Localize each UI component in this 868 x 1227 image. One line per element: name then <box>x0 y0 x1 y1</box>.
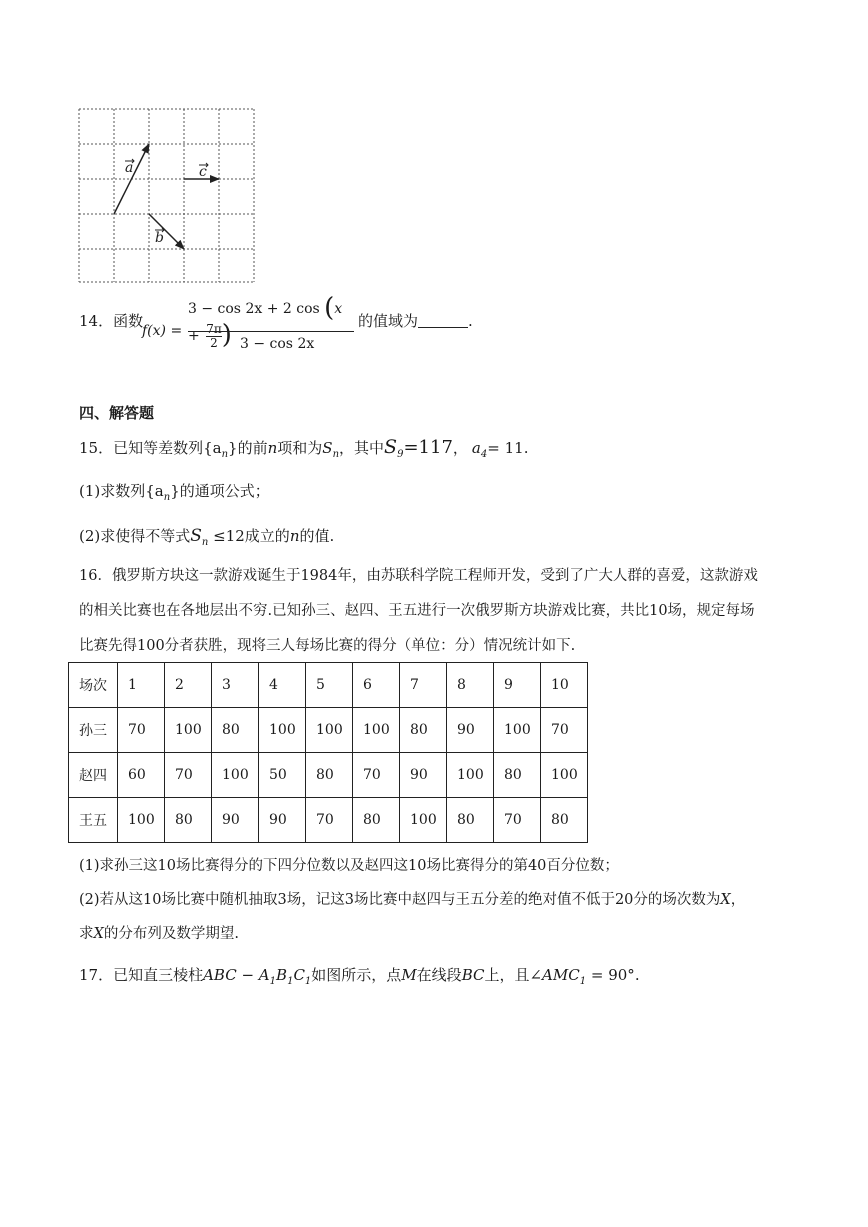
table-cell: 80 <box>494 753 541 798</box>
table-cell: 6 <box>353 663 400 708</box>
q14-function-lhs: f(x) = <box>142 323 183 339</box>
table-cell: 100 <box>353 708 400 753</box>
table-cell: 50 <box>259 753 306 798</box>
q14-inner: x + <box>188 301 343 344</box>
table-cell: 80 <box>541 798 588 843</box>
q16-part2-cont: 求X的分布列及数学期望. <box>79 926 239 942</box>
table-cell: 70 <box>494 798 541 843</box>
q15-stem: 15．已知等差数列$\{a_n\}$的前n项和为$S_n$，其中$S_9=117$， $a_4= 11$. <box>79 436 529 460</box>
q14-period: . <box>468 312 473 330</box>
table-cell: 100 <box>447 753 494 798</box>
q14-numerator-left: 3 − cos 2x + 2 cos <box>188 301 320 317</box>
table-cell: 80 <box>165 798 212 843</box>
q16-line2: 的相关比赛也在各地层出不穷.已知孙三、赵四、王五进行一次俄罗斯方块游戏比赛，共比10场，规定每场 <box>79 603 755 619</box>
q16-part2: (2)若从这10场比赛中随机抽取3场，记这3场比赛中赵四与王五分差的绝对值不低于20分的场次数为X， <box>79 892 746 908</box>
table-row-header: 场次 <box>69 663 118 708</box>
table-cell: 100 <box>400 798 447 843</box>
table-cell: 90 <box>259 798 306 843</box>
table-cell: 100 <box>306 708 353 753</box>
q14-denominator: 3 − cos 2x <box>240 336 315 352</box>
table-cell: 100 <box>259 708 306 753</box>
table-cell: 80 <box>400 708 447 753</box>
table-cell: 90 <box>400 753 447 798</box>
vector-grid-figure <box>78 108 260 284</box>
vector-a-label: a <box>125 160 134 176</box>
table-cell: 80 <box>447 798 494 843</box>
q14-inner-frac-num: 7π <box>206 321 222 336</box>
table-cell: 80 <box>306 753 353 798</box>
table-header-row <box>69 663 588 708</box>
q15-part1: (1)求数列$\{a_n\}$的通项公式； <box>79 482 270 503</box>
table-row-header: 赵四 <box>69 753 118 798</box>
q16-line1: 16．俄罗斯方块这一款游戏诞生于1984年，由苏联科学院工程师开发，受到了广大人群的喜爱，这款游戏 <box>79 568 758 584</box>
vector-b-label: b <box>155 230 164 246</box>
table-cell: 4 <box>259 663 306 708</box>
table-cell: 3 <box>212 663 259 708</box>
table-cell: 10 <box>541 663 588 708</box>
table-cell: 100 <box>494 708 541 753</box>
q14-tail <box>358 311 473 331</box>
table-cell: 80 <box>212 708 259 753</box>
table-cell: 70 <box>541 708 588 753</box>
q14-inner-frac-den: 2 <box>210 335 218 350</box>
table-cell: 8 <box>447 663 494 708</box>
table-cell: 100 <box>118 798 165 843</box>
table-cell: 100 <box>541 753 588 798</box>
q14-fraction-bar <box>188 331 354 332</box>
table-cell: 7 <box>400 663 447 708</box>
table-row <box>69 708 588 753</box>
table-cell: 5 <box>306 663 353 708</box>
table-cell: 100 <box>165 708 212 753</box>
q14-answer-blank <box>418 313 468 328</box>
table-cell: 70 <box>165 753 212 798</box>
table-row <box>69 753 588 798</box>
section-4-heading: 四、解答题 <box>79 404 155 422</box>
table-cell: 2 <box>165 663 212 708</box>
q17-stem: 17．已知直三棱柱ABC − $A_1B_1C_1$如图所示，点M在线段BC上，且$\angle AMC_1 = 90^\circ$. <box>79 966 640 987</box>
table-row-header: 孙三 <box>69 708 118 753</box>
q16-line3: 比赛先得100分者获胜，现将三人每场比赛的得分（单位：分）情况统计如下. <box>79 638 576 654</box>
q15-part2: (2)求使得不等式$S_n \le 12$成立的n的值. <box>79 526 335 548</box>
q14-numerator: 3 − cos 2x + 2 cos (x + $\frac{7\pi}{2}$ ) <box>188 293 343 350</box>
q16-part1: (1)求孙三这10场比赛得分的下四分位数以及赵四这10场比赛得分的第40百分位数； <box>79 858 619 874</box>
table-cell: 70 <box>306 798 353 843</box>
table-cell: 100 <box>212 753 259 798</box>
table-cell: 9 <box>494 663 541 708</box>
q14-number: 14．函数 <box>79 312 144 330</box>
table-cell: 1 <box>118 663 165 708</box>
table-cell: 70 <box>118 708 165 753</box>
table-row-header: 王五 <box>69 798 118 843</box>
table-cell: 60 <box>118 753 165 798</box>
table-row <box>69 798 588 843</box>
q14-tail-text: 的值域为 <box>358 312 419 330</box>
table-cell: 90 <box>447 708 494 753</box>
vector-c-label: c <box>199 164 207 180</box>
table-cell: 80 <box>353 798 400 843</box>
grid-lines <box>79 109 254 282</box>
table-cell: 70 <box>353 753 400 798</box>
table-cell: 90 <box>212 798 259 843</box>
q16-score-table <box>68 662 588 843</box>
